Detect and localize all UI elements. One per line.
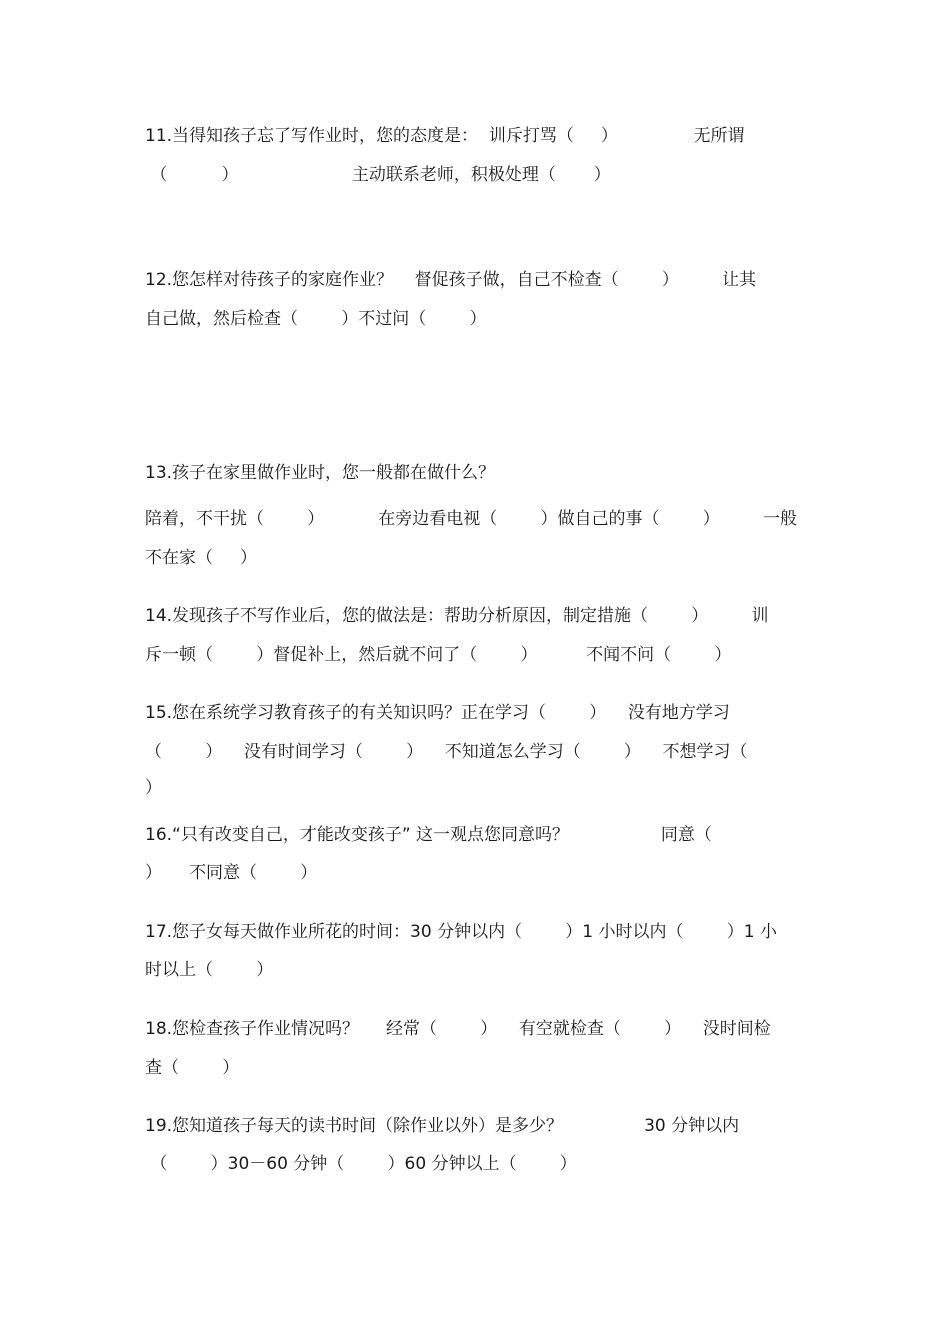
question-15-line-3: ）	[145, 778, 162, 798]
question-18-line-2: 查（ ）	[145, 1058, 240, 1078]
question-12-line-1: 12.您怎样对待孩子的家庭作业？ 督促孩子做，自己不检查（ ） 让其	[145, 270, 757, 290]
question-15-line-1: 15.您在系统学习教育孩子的有关知识吗？正在学习（ ） 没有地方学习	[145, 703, 730, 723]
question-17-line-2: 时以上（ ）	[145, 960, 274, 980]
question-17-line-1: 17.您子女每天做作业所花的时间：30 分钟以内（ ）1 小时以内（ ）1 小	[145, 922, 777, 942]
question-14-line-2: 斥一顿（ ）督促补上，然后就不问了（ ） 不闻不问（ ）	[145, 645, 732, 665]
question-19-line-2: （ ）30－60 分钟（ ）60 分钟以上（ ）	[145, 1154, 577, 1174]
question-19-line-1: 19.您知道孩子每天的读书时间（除作业以外）是多少？ 30 分钟以内	[145, 1116, 740, 1136]
question-13-line-2: 陪着，不干扰（ ） 在旁边看电视（ ）做自己的事（ ） 一般	[145, 509, 797, 529]
question-12-line-2: 自己做，然后检查（ ）不过问（ ）	[145, 309, 487, 329]
question-18-line-1: 18.您检查孩子作业情况吗？ 经常（ ） 有空就检查（ ） 没时间检	[145, 1019, 771, 1039]
question-16-line-2: ） 不同意（ ）	[145, 863, 318, 883]
question-16-line-1: 16.“只有改变自己，才能改变孩子” 这一观点您同意吗？ 同意（	[145, 825, 712, 845]
question-15-line-2: （ ） 没有时间学习（ ） 不知道怎么学习（ ） 不想学习（	[145, 742, 748, 762]
question-11-line-2: （ ） 主动联系老师，积极处理（ ）	[145, 165, 611, 185]
question-13-line-1: 13.孩子在家里做作业时，您一般都在做什么？	[145, 463, 496, 483]
question-14-line-1: 14.发现孩子不写作业后，您的做法是：帮助分析原因，制定措施（ ） 训	[145, 606, 769, 626]
question-11-line-1: 11.当得知孩子忘了写作业时，您的态度是： 训斥打骂（ ） 无所谓	[145, 126, 745, 146]
question-13-line-3: 不在家（ ）	[145, 548, 258, 568]
